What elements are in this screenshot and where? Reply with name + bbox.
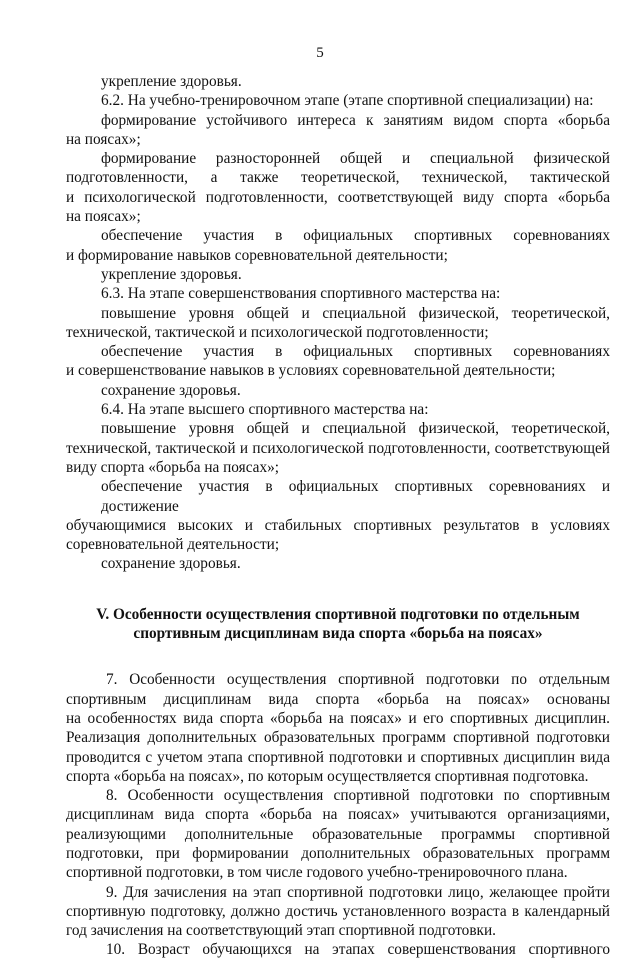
- page-number: 5: [316, 45, 324, 61]
- text-line: сохранение здоровья.: [101, 555, 241, 573]
- text-line: виду спорта «борьба на поясах»;: [66, 458, 280, 476]
- section-spacer: [66, 574, 610, 601]
- text-line: спорта «борьба на поясах», по которым осуществляется спортивная подготовка.: [66, 767, 589, 785]
- text-line: 9. Для зачисления на этап спортивной подготовки лицо, желающее пройти: [106, 883, 610, 901]
- goals-list-block: [66, 72, 610, 574]
- text-line: формирование разносторонней общей и специальной физической: [101, 150, 610, 168]
- text-line: и совершенствование навыков в условиях соревновательной деятельности;: [66, 362, 556, 380]
- text-line: соревновательной деятельности;: [66, 536, 280, 554]
- text-line: 6.4. На этапе высшего спортивного мастерства на:: [101, 401, 429, 419]
- text-line: дисциплинам вида спорта «борьба на поясах» учитываются организациями,: [66, 806, 610, 824]
- text-line: обучающимися высоких и стабильных спортивных результатов в условиях: [66, 516, 610, 534]
- text-line: на особенностях вида спорта «борьба на поясах» и его спортивных дисциплин.: [66, 709, 610, 727]
- text-line: повышение уровня общей и специальной физической, теоретической,: [101, 420, 610, 438]
- text-line: 6.2. На учебно-тренировочном этапе (этапе спортивной специализации) на:: [101, 92, 594, 110]
- text-line: повышение уровня общей и специальной физической, теоретической,: [101, 304, 610, 322]
- text-line: 7. Особенности осуществления спортивной подготовки по отдельным: [106, 671, 610, 689]
- text-line: подготовки, при формировании дополнительных образовательных программ: [66, 844, 610, 862]
- text-line: год зачисления на соответствующий этап спортивной подготовки.: [66, 922, 496, 940]
- section-heading-line-2: спортивным дисциплинам вида спорта «борьба на поясах»: [133, 625, 543, 643]
- text-line: подготовленности, а также теоретической, технической, тактической: [66, 169, 610, 187]
- text-line: Реализация дополнительных образовательных программ спортивной подготовки: [66, 729, 610, 747]
- text-line: обеспечение участия в официальных спортивных соревнованиях: [101, 343, 610, 361]
- text-line: 8. Особенности осуществления спортивной подготовки по спортивным: [106, 787, 610, 805]
- document-body: [66, 72, 610, 960]
- text-line: и психологической подготовленности, соответствующей виду спорта «борьба: [66, 188, 610, 206]
- text-line: обеспечение участия в официальных спортивных соревнованиях: [101, 227, 610, 245]
- text-line: обеспечение участия в официальных спортивных соревнованиях и достижение: [101, 478, 610, 515]
- text-line: спортивным дисциплинам вида спорта «борьба на поясах» основаны: [66, 690, 610, 708]
- text-line: 6.3. На этапе совершенствования спортивного мастерства на:: [101, 285, 501, 303]
- text-line: 10. Возраст обучающихся на этапах совершенствования спортивного: [106, 941, 610, 959]
- text-line: укрепление здоровья.: [101, 73, 242, 90]
- text-line: спортивной подготовки, в том числе годового учебно-тренировочного плана.: [66, 864, 568, 882]
- text-line: спортивную подготовку, должно достичь установленного возраста в календарный: [66, 902, 610, 920]
- text-line: сохранение здоровья.: [101, 381, 241, 399]
- text-line: и формирование навыков соревновательной деятельности;: [66, 246, 448, 264]
- text-line: реализующими дополнительные образовательные программы спортивной: [66, 825, 610, 843]
- section-heading-line-1: V. Особенности осуществления спортивной подготовки по отдельным: [96, 605, 580, 623]
- section-spacer: [66, 643, 610, 670]
- section-paragraphs-block: [66, 670, 610, 959]
- text-line: укрепление здоровья.: [101, 265, 242, 283]
- text-line: проводится с учетом этапа спортивной подготовки и спортивных дисциплин вида: [66, 748, 610, 766]
- text-line: технической, тактической и психологической подготовленности, соответствующей: [66, 439, 610, 457]
- text-line: технической, тактической и психологической подготовленности;: [66, 323, 489, 341]
- text-line: формирование устойчивого интереса к занятиям видом спорта «борьба: [101, 111, 610, 129]
- section-heading: [66, 605, 610, 644]
- text-line: на поясах»;: [66, 208, 141, 226]
- text-line: на поясах»;: [66, 130, 141, 148]
